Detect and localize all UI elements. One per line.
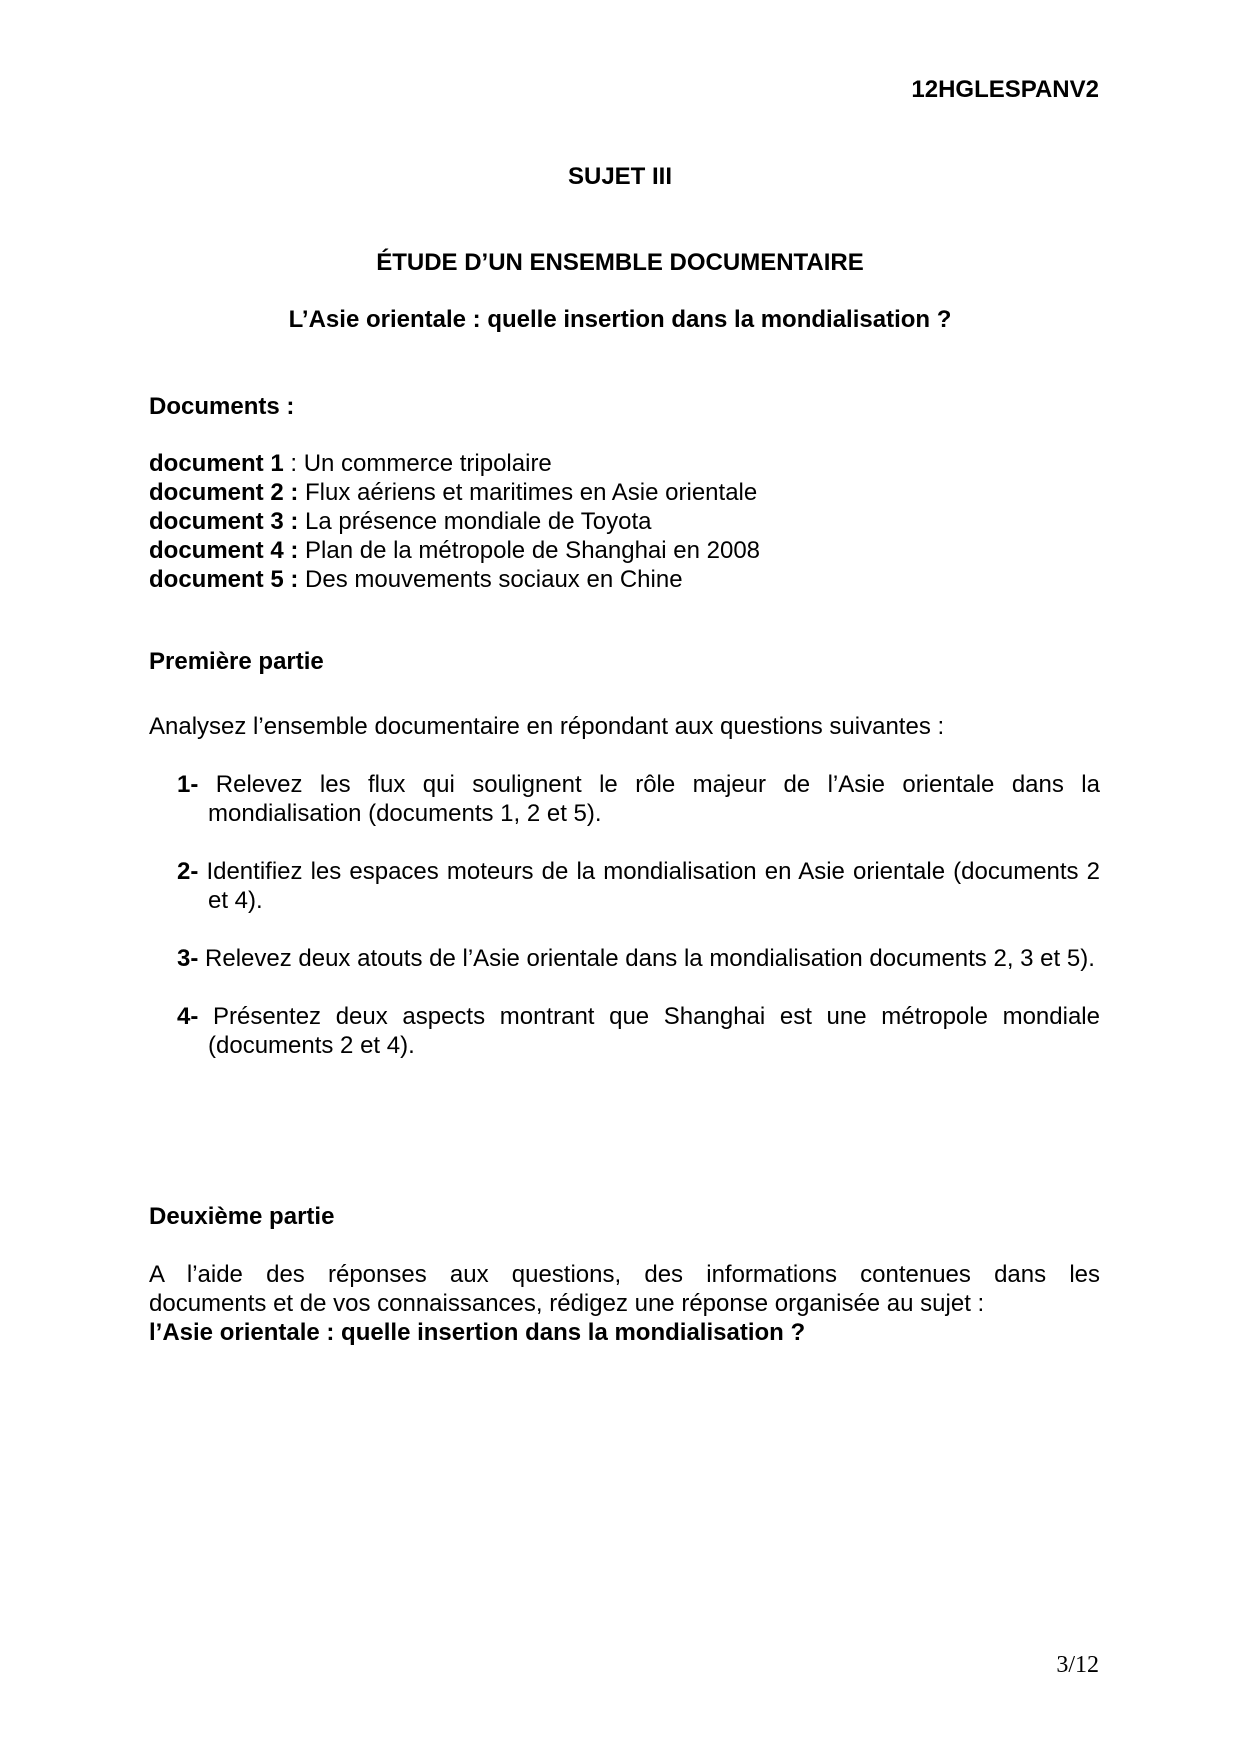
documents-heading: Documents : — [149, 393, 295, 420]
document-label: document 1 — [149, 450, 284, 477]
question-text: Relevez deux atouts de l’Asie orientale dans la mondialisation documents 2, 3 et 5). — [198, 945, 1095, 972]
part2-subject: l’Asie orientale : quelle insertion dans la mondialisation ? — [149, 1319, 806, 1346]
question-item — [149, 1002, 1100, 1060]
document-separator — [298, 537, 305, 564]
document-title: Un commerce tripolaire — [303, 450, 552, 477]
sujet-title: SUJET III — [567, 163, 673, 190]
document-separator — [298, 508, 305, 535]
etude-title: ÉTUDE D’UN ENSEMBLE DOCUMENTAIRE — [376, 249, 864, 276]
question-text: Relevez les flux qui soulignent le rôle majeur de l’Asie orientale dans la mondialisation (documents 1, 2 et 5). — [198, 771, 1100, 827]
question-text: Identifiez les espaces moteurs de la mondialisation en Asie orientale (documents 2 et 4). — [198, 858, 1100, 914]
question-number: 4- — [177, 1003, 199, 1030]
part1-intro: Analysez l’ensemble documentaire en répondant aux questions suivantes : — [149, 713, 945, 740]
exam-code: 12HGLESPANV2 — [911, 76, 1099, 103]
document-label: document 5 : — [149, 566, 299, 593]
question-item — [149, 944, 1100, 973]
document-item — [149, 507, 1099, 536]
page-number: 3/12 — [1056, 1652, 1099, 1678]
document-title: Flux aériens et maritimes en Asie orientale — [305, 479, 758, 506]
document-item — [149, 449, 1099, 478]
part2-heading: Deuxième partie — [149, 1203, 335, 1230]
question-item — [149, 857, 1100, 915]
document-title: La présence mondiale de Toyota — [305, 508, 652, 535]
question-number: 2- — [177, 858, 199, 885]
document-item — [149, 565, 1099, 594]
part2-line: documents et de vos connaissances, rédigez une réponse organisée au sujet : — [149, 1290, 985, 1317]
document-separator — [298, 566, 305, 593]
document-label: document 3 : — [149, 508, 299, 535]
main-question: L’Asie orientale : quelle insertion dans la mondialisation ? — [288, 306, 952, 333]
document-separator: : — [283, 450, 304, 477]
document-label: document 4 : — [149, 537, 299, 564]
questions-list — [149, 770, 1100, 1089]
document-item — [149, 478, 1099, 507]
document-title: Des mouvements sociaux en Chine — [305, 566, 683, 593]
question-number: 1- — [177, 771, 199, 798]
question-number: 3- — [177, 945, 199, 972]
documents-list — [149, 449, 1099, 594]
part1-heading: Première partie — [149, 648, 324, 675]
question-item — [149, 770, 1100, 828]
document-label: document 2 : — [149, 479, 299, 506]
question-text: Présentez deux aspects montrant que Shanghai est une métropole mondiale (documents 2 et 4). — [198, 1003, 1100, 1059]
document-title: Plan de la métropole de Shanghai en 2008 — [305, 537, 761, 564]
part2-paragraph — [149, 1260, 1100, 1347]
part2-line: A l’aide des réponses aux questions, des informations contenues dans les — [149, 1261, 1100, 1288]
document-item — [149, 536, 1099, 565]
document-separator — [298, 479, 305, 506]
